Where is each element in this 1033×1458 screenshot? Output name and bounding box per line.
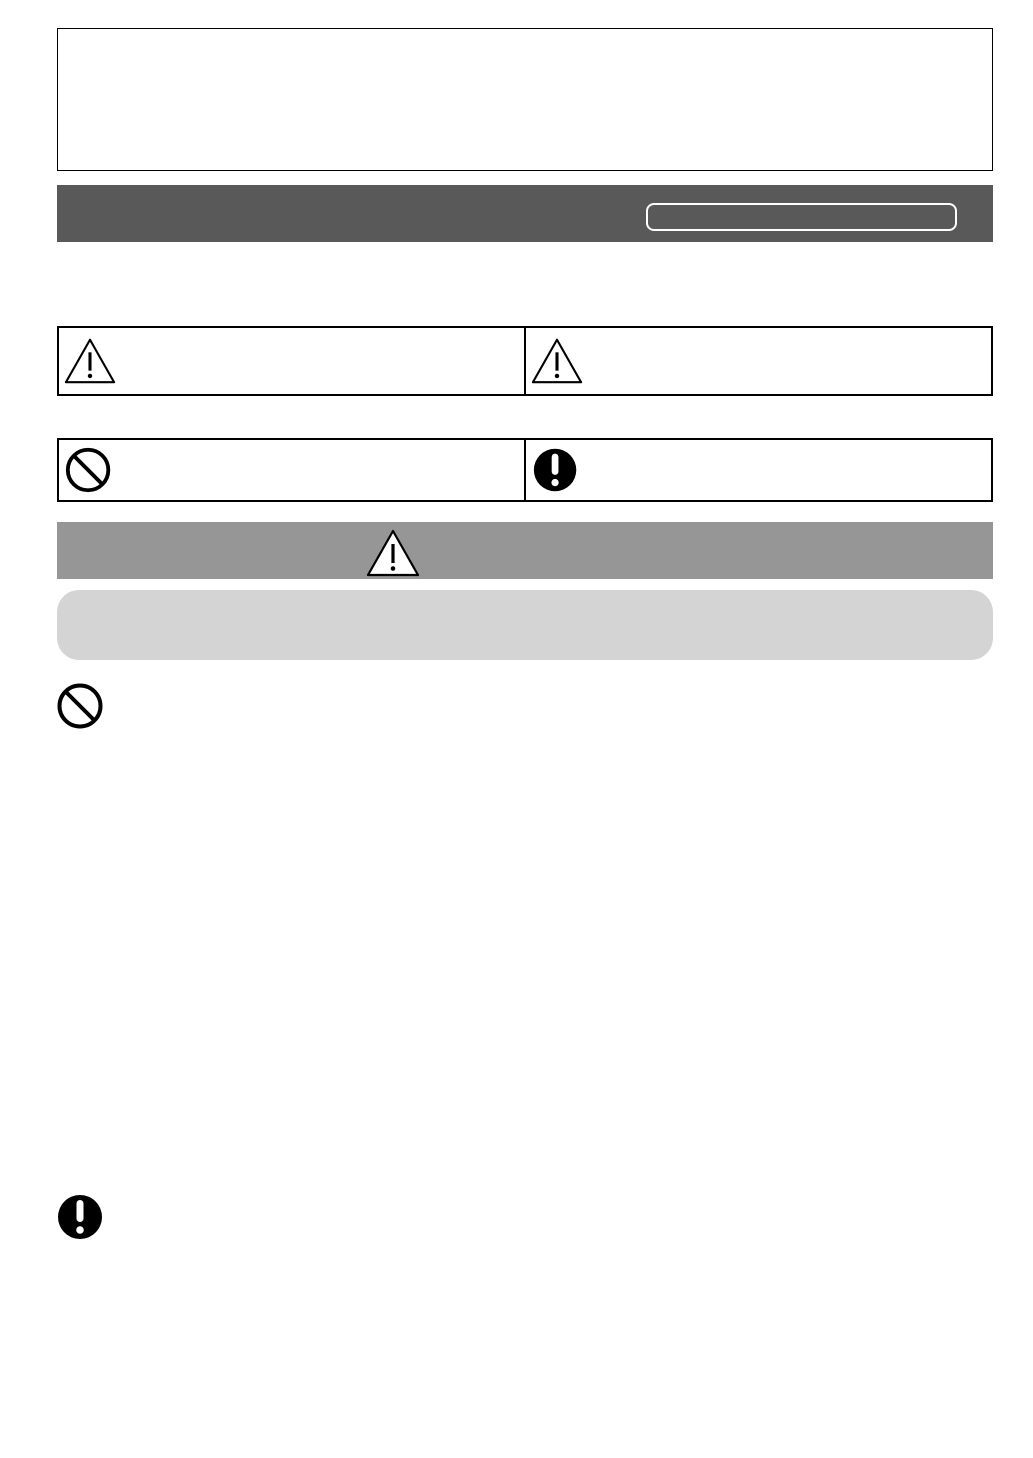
top-notice-box	[57, 28, 993, 171]
caution-heading-pill	[57, 590, 993, 660]
prohibited-icon	[56, 682, 104, 730]
legend-cell-prohibited	[59, 440, 524, 500]
legend-cell-warning-1	[59, 328, 524, 394]
section-pill-label	[646, 203, 957, 231]
warning-triangle-icon	[365, 528, 421, 578]
warning-section-band	[57, 522, 993, 579]
mandatory-action-icon	[56, 1193, 104, 1241]
warning-triangle-icon	[530, 336, 584, 386]
warning-triangle-icon	[63, 336, 117, 386]
prohibited-icon	[63, 445, 117, 495]
legend-row-warnings	[57, 326, 993, 396]
legend-cell-warning-2	[524, 328, 991, 394]
section-header-bar	[57, 185, 993, 242]
mandatory-action-icon	[530, 445, 584, 495]
legend-cell-mandatory	[524, 440, 991, 500]
legend-row-actions	[57, 438, 993, 502]
